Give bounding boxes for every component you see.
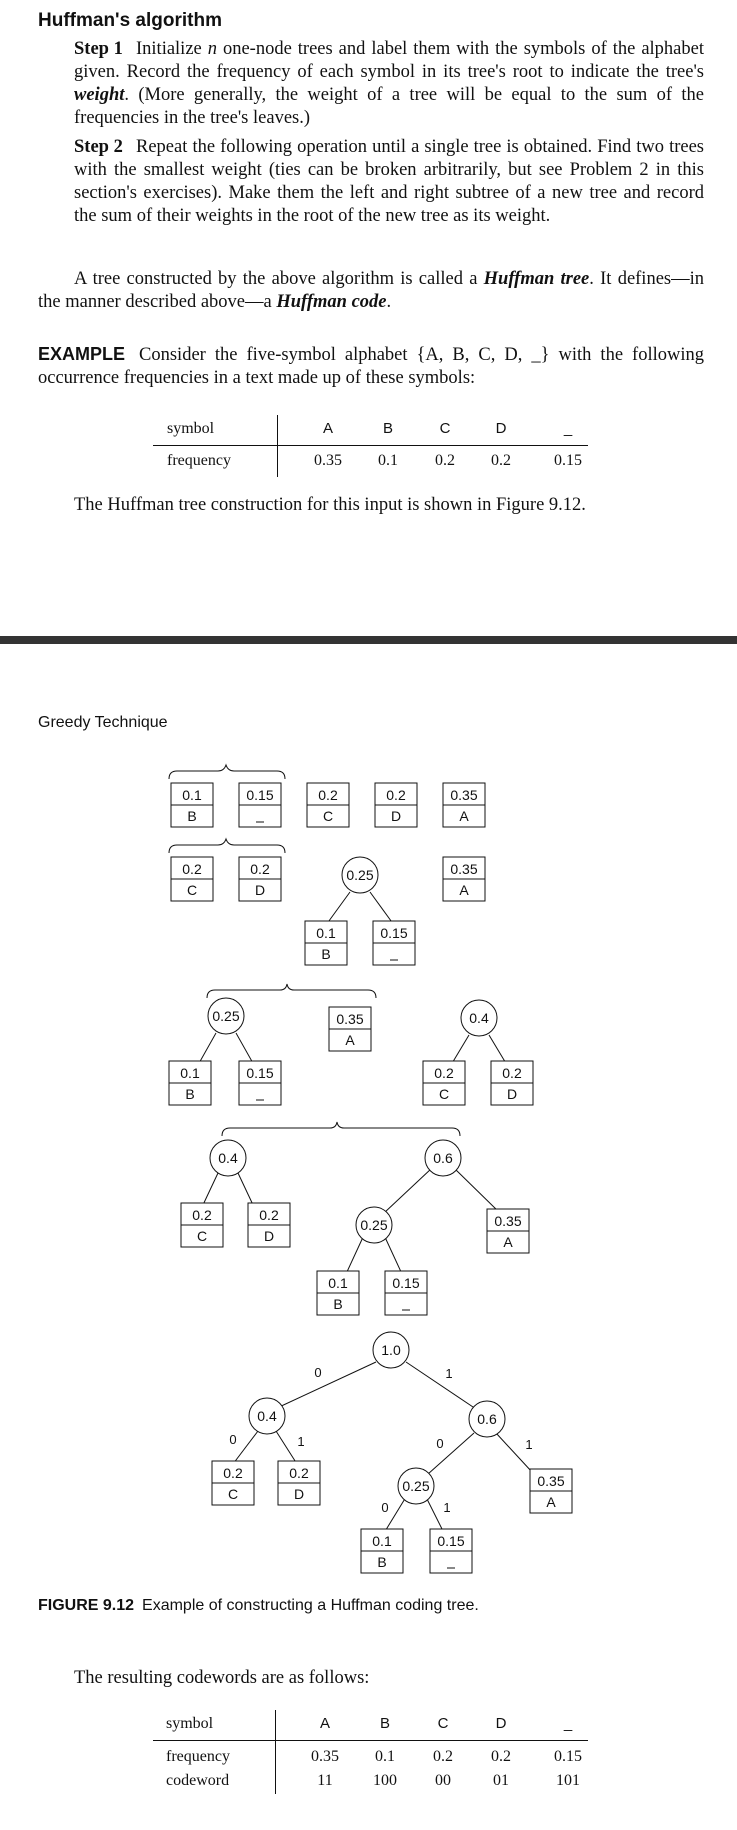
- leaf-symbol: _: [256, 808, 264, 824]
- leaf-weight: 0.35: [450, 787, 478, 803]
- leaf-weight: 0.2: [318, 787, 338, 803]
- edge-bit-label: 0: [314, 1365, 322, 1380]
- leaf-symbol: B: [321, 946, 331, 962]
- leaf-weight: 0.2: [434, 1065, 454, 1081]
- internal-weight: 0.4: [257, 1408, 277, 1424]
- leaf-weight: 0.15: [392, 1275, 420, 1291]
- leaf-weight: 0.15: [437, 1533, 465, 1549]
- leaf-node: [530, 1469, 572, 1513]
- internal-weight: 0.25: [360, 1217, 388, 1233]
- table-cell-frequency: 0.1: [375, 1748, 395, 1765]
- leaf-node: [491, 1061, 533, 1105]
- tree-edge: [384, 1235, 402, 1274]
- leaf-symbol: C: [227, 1486, 239, 1502]
- row-label-symbol: symbol: [167, 420, 215, 437]
- tree-edge: [428, 1433, 474, 1474]
- leaf-symbol: A: [345, 1032, 355, 1048]
- leaf-symbol: A: [459, 882, 469, 898]
- leaf-node: [212, 1461, 254, 1505]
- step-1-text-b: one-node trees and label them with the symbols of the alphabet given. Record the frequency of each symbol in its tree's root to indicate the tree's: [74, 39, 704, 82]
- def-text-a: A tree constructed by the above algorithm is called a: [74, 269, 484, 289]
- tree-edge: [384, 1168, 432, 1213]
- leaf-weight: 0.35: [494, 1213, 522, 1229]
- tree-edge: [233, 1431, 258, 1464]
- leaf-node: [373, 921, 415, 965]
- leaf-symbol: _: [390, 946, 398, 962]
- internal-weight: 0.6: [477, 1411, 497, 1427]
- leaf-node: [171, 783, 213, 827]
- internal-node: [373, 1332, 409, 1368]
- leaf-weight: 0.1: [372, 1533, 392, 1549]
- leaf-symbol: A: [503, 1234, 513, 1250]
- internal-node: [469, 1401, 505, 1437]
- internal-weight: 1.0: [381, 1342, 401, 1358]
- leaf-symbol: B: [187, 808, 197, 824]
- tree-edge: [326, 892, 350, 925]
- internal-node: [210, 1140, 246, 1176]
- edge-bit-label: 1: [443, 1500, 451, 1515]
- table-cell-symbol: D: [495, 1715, 507, 1732]
- internal-weight: 0.25: [402, 1478, 430, 1494]
- table-vrule: [275, 1710, 276, 1794]
- leaf-symbol: D: [293, 1486, 305, 1502]
- internal-node: [249, 1398, 285, 1434]
- figure-caption-text: Example of constructing a Huffman coding tree.: [142, 1597, 479, 1614]
- tree-edge: [276, 1431, 297, 1464]
- leaf-symbol: C: [322, 808, 334, 824]
- leaf-weight: 0.15: [246, 787, 274, 803]
- tree-edge: [277, 1362, 376, 1408]
- internal-node: [208, 998, 244, 1034]
- def-text-b: . It defines—in the manner described above—a: [38, 269, 704, 312]
- tree-edge: [238, 1173, 254, 1207]
- step-1-var-n: n: [207, 39, 217, 59]
- table-cell-frequency: 0.15: [554, 452, 582, 469]
- merge-brace: [207, 984, 376, 998]
- leaf-symbol: _: [447, 1554, 455, 1570]
- table-cell-codeword: 11: [317, 1772, 333, 1789]
- leaf-node: [278, 1461, 320, 1505]
- leaf-node: [305, 921, 347, 965]
- table-cell-codeword: 100: [373, 1772, 397, 1789]
- leaf-node: [361, 1529, 403, 1573]
- leaf-weight: 0.35: [450, 861, 478, 877]
- table-cell-frequency: 0.2: [433, 1748, 453, 1765]
- table-cell-frequency: 0.2: [491, 452, 511, 469]
- leaf-node: [239, 783, 281, 827]
- leaf-node: [430, 1529, 472, 1573]
- leaf-node: [239, 1061, 281, 1105]
- leaf-weight: 0.2: [250, 861, 270, 877]
- leaf-node: [385, 1271, 427, 1315]
- tree-edge: [198, 1033, 216, 1065]
- leaf-weight: 0.1: [328, 1275, 348, 1291]
- internal-node: [425, 1140, 461, 1176]
- step-1-weight-term: weight: [74, 85, 125, 105]
- running-head: Greedy Technique: [38, 714, 168, 731]
- leaf-weight: 0.2: [289, 1465, 309, 1481]
- merge-brace: [222, 1122, 460, 1136]
- leaf-weight: 0.2: [259, 1207, 279, 1223]
- leaf-symbol: B: [333, 1296, 343, 1312]
- leaf-node: [169, 1061, 211, 1105]
- codewords-intro: The resulting codewords are as follows:: [74, 1668, 370, 1688]
- leaf-symbol: _: [256, 1086, 264, 1102]
- table-cell-frequency: 0.1: [378, 452, 398, 469]
- leaf-weight: 0.2: [502, 1065, 522, 1081]
- internal-weight: 0.25: [346, 867, 374, 883]
- leaf-node: [307, 783, 349, 827]
- internal-weight: 0.4: [469, 1010, 489, 1026]
- leaf-weight: 0.1: [180, 1065, 200, 1081]
- internal-node: [461, 1000, 497, 1036]
- edge-bit-label: 0: [381, 1500, 389, 1515]
- leaf-symbol: _: [402, 1296, 410, 1312]
- tree-edge: [454, 1168, 500, 1213]
- table-cell-codeword: 01: [493, 1772, 509, 1789]
- table-cell-symbol: _: [563, 420, 573, 437]
- table-cell-symbol: A: [322, 420, 333, 437]
- step-2-text: Repeat the following operation until a single tree is obtained. Find two trees with the smallest weight (ties can be broken arbitrarily, but see Problem 2 in this section's exercises). Make them the left and right subtree of a new tree and record the sum of their weights in the root of the new tree as its weight.: [74, 137, 704, 226]
- leaf-node: [329, 1007, 371, 1051]
- table-cell-symbol: C: [439, 420, 451, 437]
- leaf-weight: 0.35: [537, 1473, 565, 1489]
- leaf-symbol: D: [254, 882, 266, 898]
- internal-weight: 0.25: [212, 1008, 240, 1024]
- table-cell-symbol: D: [495, 420, 507, 437]
- internal-weight: 0.6: [433, 1150, 453, 1166]
- edge-bit-label: 1: [297, 1434, 305, 1449]
- table-cell-symbol: _: [563, 1715, 573, 1732]
- internal-weight: 0.4: [218, 1150, 238, 1166]
- edge-bit-label: 1: [525, 1437, 533, 1452]
- table-cell-frequency: 0.2: [435, 452, 455, 469]
- table-hrule: [153, 1740, 588, 1741]
- tree-edge: [406, 1362, 476, 1409]
- leaf-node: [443, 783, 485, 827]
- tree-edge: [426, 1497, 444, 1533]
- table-cell-symbol: B: [379, 1715, 390, 1732]
- edge-bit-label: 1: [445, 1366, 453, 1381]
- tree-edge: [370, 892, 394, 925]
- row-label-frequency: frequency: [166, 1748, 230, 1765]
- merge-brace: [169, 839, 285, 853]
- step-1-text-c: . (More generally, the weight of a tree will be equal to the sum of the frequencies in the tree's leaves.): [74, 85, 704, 128]
- leaf-node: [317, 1271, 359, 1315]
- leaf-weight: 0.2: [386, 787, 406, 803]
- tree-edge: [236, 1033, 254, 1065]
- example-text: Consider the five-symbol alphabet {A, B, C, D, _} with the following occurrence frequencies in a text made up of these symbols:: [38, 345, 704, 388]
- leaf-weight: 0.1: [182, 787, 202, 803]
- huffman-code-term: Huffman code: [276, 292, 387, 312]
- table-cell-frequency: 0.2: [491, 1748, 511, 1765]
- row-label-codeword: codeword: [166, 1772, 230, 1789]
- leaf-weight: 0.2: [182, 861, 202, 877]
- table-cell-symbol: B: [382, 420, 393, 437]
- figure-caption-label: FIGURE 9.12: [38, 1597, 135, 1614]
- leaf-weight: 0.15: [246, 1065, 274, 1081]
- leaf-symbol: B: [377, 1554, 387, 1570]
- table-cell-symbol: C: [437, 1715, 449, 1732]
- leaf-symbol: C: [186, 882, 198, 898]
- edge-bit-label: 0: [229, 1432, 237, 1447]
- leaf-node: [239, 857, 281, 901]
- step-1-label: Step 1: [74, 39, 123, 59]
- leaf-node: [443, 857, 485, 901]
- leaf-node: [487, 1209, 529, 1253]
- leaf-weight: 0.15: [380, 925, 408, 941]
- step-1-text-a: Initialize: [136, 39, 208, 59]
- leaf-weight: 0.35: [336, 1011, 364, 1027]
- edge-bit-label: 0: [436, 1436, 444, 1451]
- leaf-node: [248, 1203, 290, 1247]
- step-2-label: Step 2: [74, 137, 123, 157]
- leaf-symbol: D: [390, 808, 402, 824]
- leaf-node: [375, 783, 417, 827]
- table-cell-symbol: A: [319, 1715, 330, 1732]
- leaf-node: [423, 1061, 465, 1105]
- leaf-weight: 0.1: [316, 925, 336, 941]
- huffman-tree-term: Huffman tree: [483, 269, 590, 289]
- table-cell-frequency: 0.35: [311, 1748, 339, 1765]
- table-cell-frequency: 0.35: [314, 452, 342, 469]
- tree-edge: [346, 1235, 364, 1274]
- example-label: EXAMPLE: [38, 344, 126, 364]
- table-cell-codeword: 101: [556, 1772, 580, 1789]
- leaf-node: [181, 1203, 223, 1247]
- leaf-symbol: C: [196, 1228, 208, 1244]
- leaf-symbol: B: [185, 1086, 195, 1102]
- codeword-table: [153, 1710, 588, 1794]
- internal-node: [356, 1207, 392, 1243]
- def-text-c: .: [386, 292, 392, 312]
- table-cell-frequency: 0.15: [554, 1748, 582, 1765]
- leaf-symbol: A: [546, 1494, 556, 1510]
- merge-brace: [169, 765, 285, 779]
- figure-caption: [38, 1597, 479, 1615]
- leaf-node: [171, 857, 213, 901]
- row-label-symbol: symbol: [166, 1715, 214, 1732]
- row-label-frequency: frequency: [167, 452, 231, 469]
- internal-node: [398, 1468, 434, 1504]
- leaf-weight: 0.2: [223, 1465, 243, 1481]
- leaf-symbol: C: [438, 1086, 450, 1102]
- leaf-symbol: A: [459, 808, 469, 824]
- figure-reference-text: The Huffman tree construction for this input is shown in Figure 9.12.: [74, 495, 586, 515]
- internal-node: [342, 857, 378, 893]
- table-cell-codeword: 00: [435, 1772, 451, 1789]
- tree-edge: [202, 1173, 218, 1207]
- section-heading: Huffman's algorithm: [38, 10, 222, 31]
- leaf-symbol: D: [506, 1086, 518, 1102]
- leaf-weight: 0.2: [192, 1207, 212, 1223]
- leaf-symbol: D: [263, 1228, 275, 1244]
